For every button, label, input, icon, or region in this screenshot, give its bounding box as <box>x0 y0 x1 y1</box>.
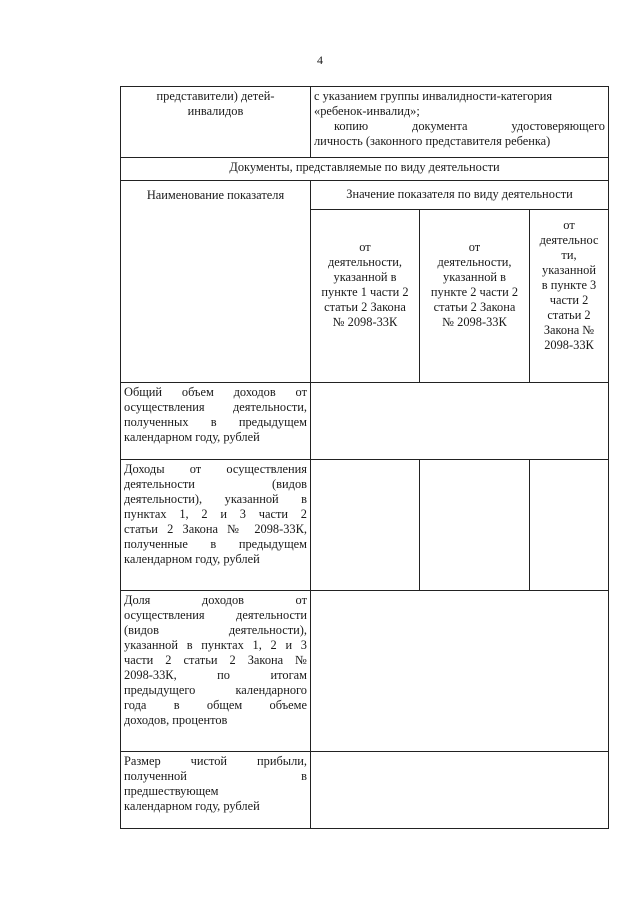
row-label-line: предшествующем <box>124 784 219 798</box>
subcolumn-line: указанной в <box>333 270 397 284</box>
intro-right-line: копию документа удостоверяющего <box>334 119 606 133</box>
section-title-row <box>121 158 609 181</box>
row-label-line: полученные в предыдущем <box>124 537 307 551</box>
row-value-cell[interactable] <box>530 460 609 591</box>
row-label-line: (видов деятельности), <box>124 623 307 637</box>
subcolumn-line: ти, <box>561 248 577 262</box>
row-label-line: года в общем объеме <box>124 698 307 712</box>
row-label-line: статьи 2 Закона № 2098-33К, <box>124 522 307 536</box>
row-label-line: Общий объем доходов от <box>124 385 307 399</box>
row-label-line: Доходы от осуществления <box>124 462 307 476</box>
subcolumn-line: 2098-33К <box>544 338 594 352</box>
subcolumn-line: от <box>563 218 575 232</box>
document-table <box>120 86 609 829</box>
row-value-cell[interactable] <box>311 460 420 591</box>
intro-right-line: с указанием группы инвалидности-категория <box>314 89 553 103</box>
table-row <box>121 591 609 752</box>
row-label-line: указанной в пунктах 1, 2 и 3 <box>124 638 307 652</box>
row-value-cell[interactable] <box>311 591 609 752</box>
subcolumn-line: деятельности, <box>327 255 403 269</box>
row-value-cell[interactable] <box>311 383 609 460</box>
table-row <box>121 460 609 591</box>
row-label-line: календарном году, рублей <box>124 552 260 566</box>
row-label-line: осуществления деятельности <box>124 608 307 622</box>
intro-left-line: инвалидов <box>187 104 244 118</box>
subcolumn-header-2 <box>420 210 530 383</box>
subcolumn-header-1 <box>311 210 420 383</box>
row-label-line: деятельности (видов <box>124 477 307 491</box>
row-label-line: осуществления деятельности, <box>124 400 307 414</box>
subcolumn-line: статьи 2 Закона <box>433 300 516 314</box>
row-label-line: календарном году, рублей <box>124 430 260 444</box>
subcolumn-line: статьи 2 Закона <box>324 300 406 314</box>
subcolumn-line: части 2 <box>549 293 589 307</box>
subcolumn-line: Закона № <box>543 323 595 337</box>
row-label <box>121 752 311 829</box>
subcolumn-line: деятельности, <box>437 255 512 269</box>
row-label-line: деятельности), указанной в <box>124 492 307 506</box>
intro-row <box>121 87 609 158</box>
header-row <box>121 181 609 210</box>
subcolumn-line: от <box>468 240 481 254</box>
subcolumn-line: статьи 2 <box>547 308 591 322</box>
row-label-line: доходов, процентов <box>124 713 228 727</box>
intro-left-line: представители) детей- <box>156 89 275 103</box>
subcolumn-line: пункте 2 части 2 <box>430 285 519 299</box>
subcolumn-line: пункте 1 части 2 <box>321 285 409 299</box>
row-label-line: предыдущего календарного <box>124 683 307 697</box>
subcolumn-line: деятельнос <box>539 233 599 247</box>
subcolumn-line: указанной в <box>443 270 506 284</box>
page-number: 4 <box>317 53 323 67</box>
row-label-line: календарном году, рублей <box>124 799 260 813</box>
row-value-cell[interactable] <box>420 460 530 591</box>
row-label-line: полученных в предыдущем <box>124 415 307 429</box>
subcolumn-line: № 2098-33К <box>332 315 398 329</box>
indicator-value-header: Значение показателя по виду деятельности <box>311 181 609 210</box>
subcolumn-header-3 <box>530 210 609 383</box>
row-label <box>121 383 311 460</box>
subcolumn-line: в пункте 3 <box>541 278 597 292</box>
intro-left-cell <box>121 87 311 158</box>
row-value-cell[interactable] <box>311 752 609 829</box>
table-row <box>121 752 609 829</box>
row-label-line: полученной в <box>124 769 307 783</box>
intro-right-cell <box>311 87 609 158</box>
table-row <box>121 383 609 460</box>
subcolumn-line: № 2098-33К <box>442 315 507 329</box>
row-label-line: части 2 статьи 2 Закона № <box>124 653 307 667</box>
indicator-name-header: Наименование показателя <box>121 181 311 383</box>
row-label-line: 2098-33К, по итогам <box>124 668 307 682</box>
row-label <box>121 591 311 752</box>
row-label-line: Доля доходов от <box>124 593 307 607</box>
row-label-line: пунктах 1, 2 и 3 части 2 <box>124 507 307 521</box>
intro-right-line: личность (законного представителя ребенка) <box>314 134 551 148</box>
row-label <box>121 460 311 591</box>
subcolumn-line: от <box>359 240 371 254</box>
intro-right-line: «ребенок-инвалид»; <box>314 104 420 118</box>
subcolumn-line: указанной <box>542 263 597 277</box>
section-title: Документы, представляемые по виду деятельности <box>121 158 609 181</box>
row-label-line: Размер чистой прибыли, <box>124 754 307 768</box>
